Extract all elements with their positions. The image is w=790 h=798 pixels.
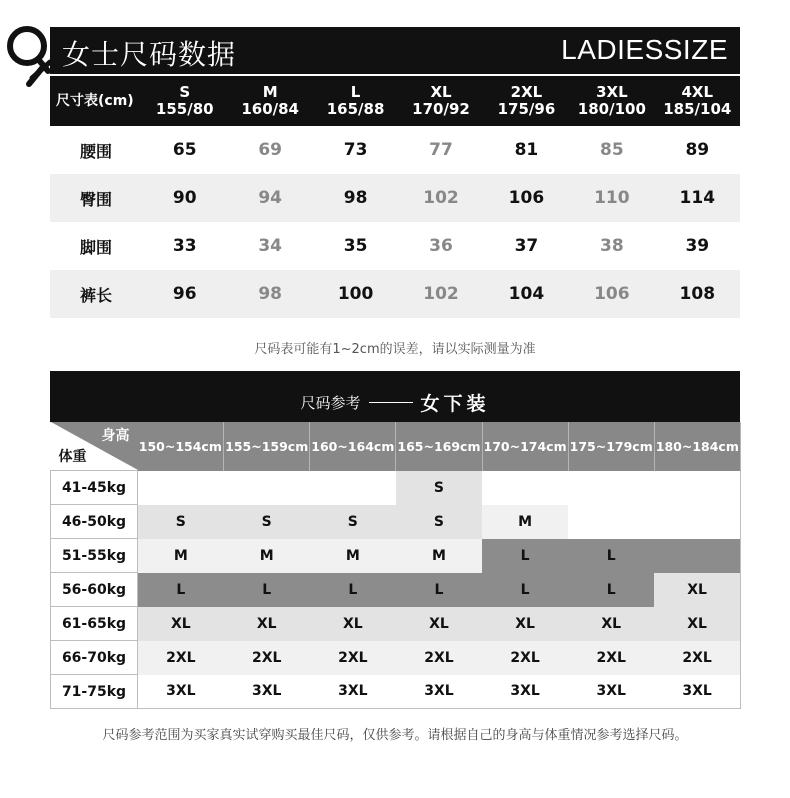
size-recommendation-cell: M [310, 539, 396, 573]
table-cell: 106 [569, 270, 654, 318]
table-cell: 108 [655, 270, 740, 318]
size-recommendation-cell [310, 471, 396, 505]
size-recommendation-cell: L [396, 573, 482, 607]
table-cell: 36 [429, 236, 453, 256]
size-recommendation-cell [224, 471, 310, 505]
size-recommendation-cell: S [310, 505, 396, 539]
table-cell: 90 [142, 174, 227, 222]
size-recommendation-cell: L [568, 539, 654, 573]
table-cell: 89 [685, 140, 710, 160]
size-recommendation-cell: L [310, 573, 396, 607]
weight-label: 56-60kg [51, 573, 138, 607]
height-column-header: 150~154cm [138, 422, 224, 471]
size-recommendation-cell [568, 505, 654, 539]
table-row [51, 573, 741, 607]
size-recommendation-cell: L [138, 573, 224, 607]
table-cell: 35 [343, 236, 368, 256]
size-recommendation-cell: XL [310, 607, 396, 641]
size-header-row [50, 76, 740, 126]
height-column-header: 165~169cm [396, 422, 482, 471]
weight-label: 61-65kg [51, 607, 138, 641]
size-recommendation-cell: 2XL [224, 641, 310, 675]
size-recommendation-cell: L [224, 573, 310, 607]
size-reference-table [50, 422, 741, 709]
table-row-length [50, 270, 740, 318]
size-column-header: 3XL 180/100 [569, 76, 654, 126]
table-cell: 33 [172, 236, 197, 256]
size-recommendation-cell [482, 471, 568, 505]
size-recommendation-cell: 2XL [138, 641, 224, 675]
size-recommendation-cell [568, 471, 654, 505]
size-recommendation-cell: S [138, 505, 224, 539]
table-cell: 98 [227, 270, 312, 318]
table-cell: 102 [398, 270, 483, 318]
weight-axis-label: 体重 [58, 449, 87, 465]
size-recommendation-cell: XL [654, 607, 740, 641]
table-cell: 39 [685, 236, 710, 256]
size-recommendation-cell: S [396, 505, 482, 539]
table-cell: 104 [484, 270, 569, 318]
corner-header-cell [51, 422, 138, 471]
weight-label: 41-45kg [51, 471, 138, 505]
reference-title-bar [50, 371, 740, 422]
table-cell: 100 [313, 270, 398, 318]
size-recommendation-cell [138, 471, 224, 505]
height-column-header: 180~184cm [654, 422, 740, 471]
weight-label: 46-50kg [51, 505, 138, 539]
row-label: 裤长 [50, 270, 142, 318]
size-recommendation-cell: L [568, 573, 654, 607]
size-recommendation-cell: S [396, 471, 482, 505]
table-cell: 106 [484, 174, 569, 222]
table-row-leg-opening [50, 222, 740, 270]
size-recommendation-cell: XL [654, 573, 740, 607]
size-recommendation-cell [654, 471, 740, 505]
table-row [51, 641, 741, 675]
size-recommendation-cell: 2XL [396, 641, 482, 675]
size-column-header: 4XL 185/104 [655, 76, 740, 126]
size-recommendation-cell: XL [482, 607, 568, 641]
size-recommendation-cell: 3XL [396, 675, 482, 709]
size-recommendation-cell [654, 505, 740, 539]
table-row [51, 675, 741, 709]
table-cell: 81 [514, 140, 539, 160]
size-recommendation-cell: 3XL [224, 675, 310, 709]
size-recommendation-cell: M [138, 539, 224, 573]
size-recommendation-cell: XL [396, 607, 482, 641]
size-recommendation-cell: 3XL [568, 675, 654, 709]
size-recommendation-cell [654, 539, 740, 573]
row-label: 腰围 [80, 141, 113, 161]
table-row [51, 539, 741, 573]
table-cell: 77 [429, 140, 453, 160]
reference-disclaimer: 尺码参考范围为买家真实试穿购买最佳尺码，仅供参考。请根据自己的身高与体重情况参考选择尺码。 [102, 728, 688, 743]
reference-title-main: 女下装 [420, 393, 490, 415]
table-row-hip [50, 174, 740, 222]
size-recommendation-cell: L [482, 539, 568, 573]
size-recommendation-cell: 2XL [310, 641, 396, 675]
table-cell: 94 [227, 174, 312, 222]
table-cell: 85 [600, 140, 624, 160]
table-cell: 34 [258, 236, 282, 256]
table-cell: 37 [514, 236, 539, 256]
size-recommendation-cell: XL [224, 607, 310, 641]
size-recommendation-cell: M [482, 505, 568, 539]
table-cell: 96 [142, 270, 227, 318]
table-cell: 73 [343, 140, 368, 160]
height-header-row [51, 422, 741, 471]
size-recommendation-cell: XL [568, 607, 654, 641]
size-recommendation-cell: 2XL [568, 641, 654, 675]
size-recommendation-cell: XL [138, 607, 224, 641]
table-row [51, 505, 741, 539]
weight-label: 71-75kg [51, 675, 138, 709]
size-recommendation-cell: M [396, 539, 482, 573]
height-column-header: 160~164cm [310, 422, 396, 471]
size-recommendation-cell: L [482, 573, 568, 607]
height-column-header: 155~159cm [224, 422, 310, 471]
reference-title-prefix: 尺码参考 [300, 394, 361, 412]
size-table-label-header: 尺寸表(cm) [50, 76, 142, 126]
size-recommendation-cell: 2XL [654, 641, 740, 675]
table-cell: 69 [258, 140, 282, 160]
size-recommendation-cell: 3XL [310, 675, 396, 709]
size-recommendation-cell: 3XL [654, 675, 740, 709]
size-recommendation-cell: S [224, 505, 310, 539]
table-row [51, 471, 741, 505]
row-label: 脚围 [80, 237, 113, 257]
table-cell: 102 [398, 174, 483, 222]
size-recommendation-cell: 3XL [482, 675, 568, 709]
table-cell: 65 [172, 140, 197, 160]
height-axis-label: 身高 [101, 428, 130, 444]
size-column-header: 2XL 175/96 [484, 76, 569, 126]
size-recommendation-cell: M [224, 539, 310, 573]
female-symbol-icon [0, 26, 56, 96]
size-column-header: XL 170/92 [398, 76, 483, 126]
table-row-waist [50, 126, 740, 174]
size-column-header: S 155/80 [142, 76, 227, 126]
row-label: 臀围 [50, 174, 142, 222]
table-cell: 110 [569, 174, 654, 222]
size-recommendation-cell: 3XL [138, 675, 224, 709]
weight-label: 66-70kg [51, 641, 138, 675]
weight-label: 51-55kg [51, 539, 138, 573]
page-title: 女士尺码数据 [62, 38, 237, 71]
table-cell: 38 [600, 236, 624, 256]
table-row [51, 607, 741, 641]
height-column-header: 175~179cm [568, 422, 654, 471]
height-column-header: 170~174cm [482, 422, 568, 471]
size-column-header: L 165/88 [313, 76, 398, 126]
table-cell: 114 [655, 174, 740, 222]
table-cell: 98 [313, 174, 398, 222]
title-divider-line [369, 402, 413, 403]
size-recommendation-cell: 2XL [482, 641, 568, 675]
size-column-header: M 160/84 [227, 76, 312, 126]
measurement-note: 尺码表可能有1~2cm的误差，请以实际测量为准 [254, 342, 536, 357]
page-title-english: LADIESSIZE [561, 34, 728, 65]
size-chart-table [50, 76, 740, 318]
title-bar [50, 27, 740, 74]
